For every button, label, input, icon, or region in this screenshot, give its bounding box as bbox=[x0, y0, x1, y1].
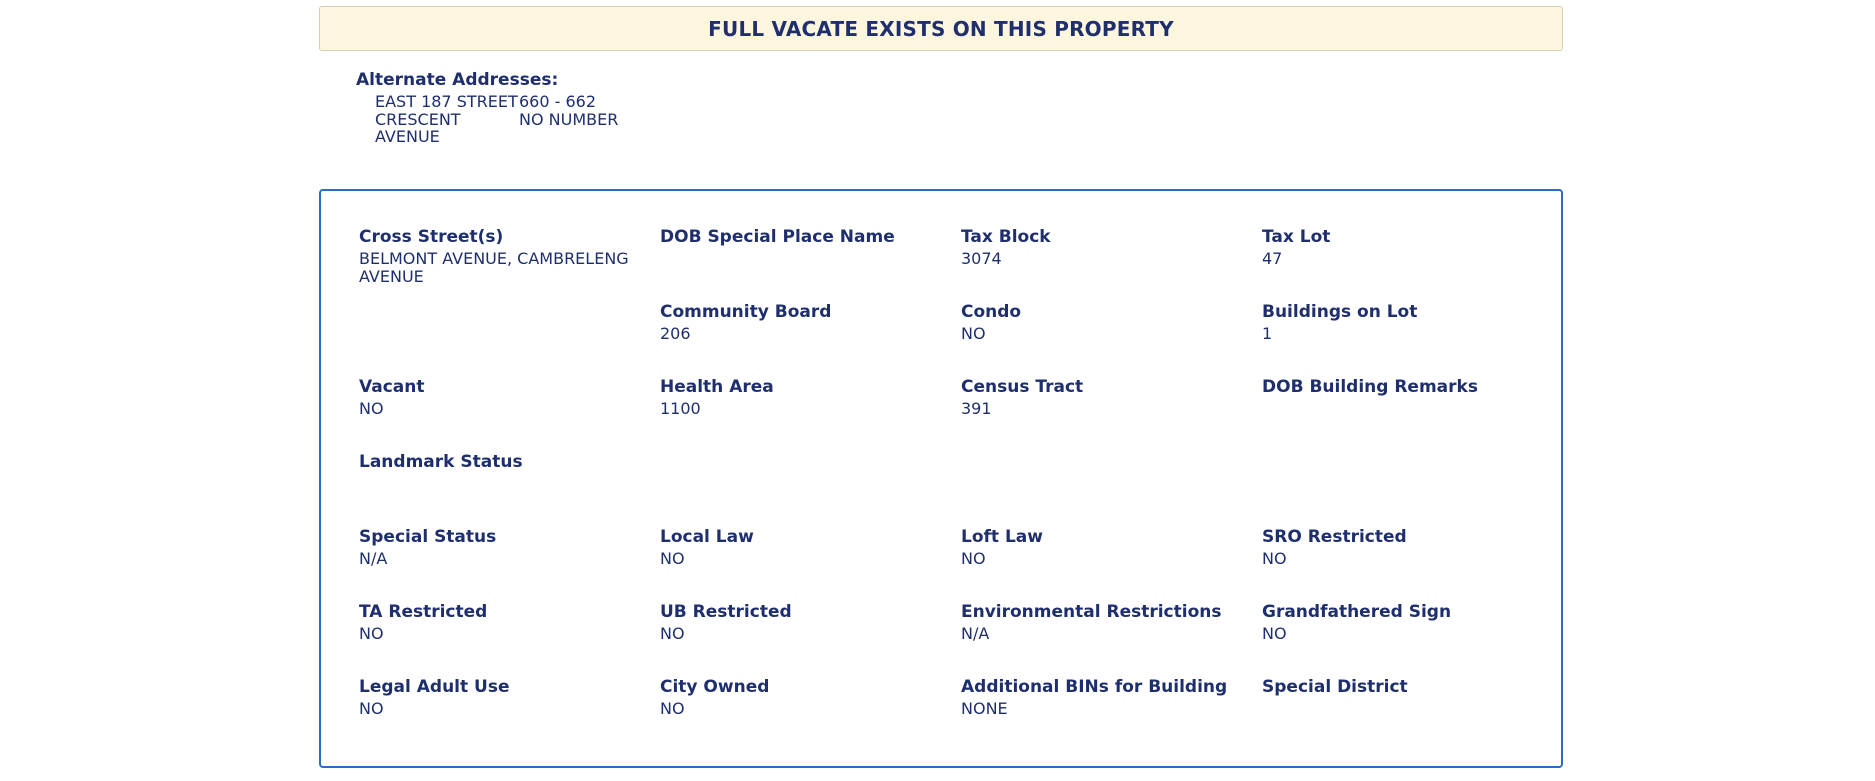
vacate-alert-banner bbox=[319, 6, 1563, 51]
field-tax-block bbox=[961, 227, 1262, 302]
field-value: 3074 bbox=[961, 249, 1002, 268]
field-environmental-restrictions bbox=[961, 602, 1262, 677]
field-label: Loft Law bbox=[961, 527, 1043, 547]
field-value: 47 bbox=[1262, 249, 1283, 268]
field-label: Tax Block bbox=[961, 227, 1051, 247]
field-value: BELMONT AVENUE, CAMBRELENG AVENUE bbox=[359, 249, 629, 286]
alternate-address-street: CRESCENT AVENUE bbox=[375, 109, 461, 146]
field-label: Legal Adult Use bbox=[359, 677, 510, 697]
field-value: NO bbox=[1262, 624, 1287, 643]
field-census-tract bbox=[961, 377, 1262, 452]
alternate-address-row bbox=[356, 93, 756, 111]
field-label: DOB Special Place Name bbox=[660, 227, 895, 247]
field-label: Health Area bbox=[660, 377, 774, 397]
field-community-board bbox=[660, 302, 961, 377]
field-value: NO bbox=[660, 549, 685, 568]
field-ub-restricted bbox=[660, 602, 961, 677]
field-vacant bbox=[359, 377, 660, 452]
field-special-status bbox=[359, 527, 660, 602]
field-grandfathered-sign bbox=[1262, 602, 1563, 677]
field-label: Local Law bbox=[660, 527, 754, 547]
field-value: N/A bbox=[359, 549, 388, 568]
field-label: Tax Lot bbox=[1262, 227, 1331, 247]
property-details-panel bbox=[319, 189, 1563, 768]
field-health-area bbox=[660, 377, 961, 452]
field-loft-law bbox=[961, 527, 1262, 602]
field-label: Condo bbox=[961, 302, 1022, 322]
property-details-grid bbox=[359, 227, 1563, 752]
alternate-address-number: 660 - 662 bbox=[519, 92, 597, 111]
field-value: NO bbox=[961, 324, 986, 343]
field-label: TA Restricted bbox=[359, 602, 488, 622]
field-label: UB Restricted bbox=[660, 602, 792, 622]
field-legal-adult-use bbox=[359, 677, 660, 752]
field-value: NO bbox=[359, 399, 384, 418]
field-value: 1100 bbox=[660, 399, 701, 418]
field-value: 206 bbox=[660, 324, 691, 343]
empty-cell bbox=[961, 452, 1262, 527]
field-sro-restricted bbox=[1262, 527, 1563, 602]
field-city-owned bbox=[660, 677, 961, 752]
field-value: NO bbox=[359, 699, 384, 718]
alternate-address-number: NO NUMBER bbox=[519, 109, 619, 129]
field-label: Vacant bbox=[359, 377, 425, 397]
field-label: Buildings on Lot bbox=[1262, 302, 1418, 322]
field-value: NO bbox=[660, 699, 685, 718]
field-label: Landmark Status bbox=[359, 452, 523, 472]
vacate-alert-text: FULL VACATE EXISTS ON THIS PROPERTY bbox=[708, 16, 1174, 41]
field-dob-building-remarks bbox=[1262, 377, 1563, 452]
alternate-address-street: EAST 187 STREET bbox=[375, 92, 518, 111]
field-value: N/A bbox=[961, 624, 990, 643]
empty-cell bbox=[1262, 452, 1563, 527]
field-value: 391 bbox=[961, 399, 992, 418]
field-value: NO bbox=[359, 624, 384, 643]
empty-cell bbox=[359, 302, 660, 377]
field-label: SRO Restricted bbox=[1262, 527, 1407, 547]
field-additional-bins bbox=[961, 677, 1262, 752]
field-value: NO bbox=[961, 549, 986, 568]
field-label: Grandfathered Sign bbox=[1262, 602, 1452, 622]
field-local-law bbox=[660, 527, 961, 602]
alternate-address-row bbox=[356, 111, 756, 146]
field-buildings-on-lot bbox=[1262, 302, 1563, 377]
field-label: Census Tract bbox=[961, 377, 1084, 397]
empty-cell bbox=[660, 452, 961, 527]
field-value: NO bbox=[1262, 549, 1287, 568]
field-label: Special District bbox=[1262, 677, 1408, 697]
alternate-addresses-section bbox=[356, 70, 756, 146]
field-label: Special Status bbox=[359, 527, 497, 547]
field-label: Community Board bbox=[660, 302, 832, 322]
alternate-addresses-title: Alternate Addresses: bbox=[356, 70, 559, 90]
field-dob-special-place-name bbox=[660, 227, 961, 302]
field-ta-restricted bbox=[359, 602, 660, 677]
field-condo bbox=[961, 302, 1262, 377]
field-special-district bbox=[1262, 677, 1563, 752]
field-tax-lot bbox=[1262, 227, 1563, 302]
field-value: NO bbox=[660, 624, 685, 643]
field-landmark-status bbox=[359, 452, 660, 527]
field-label: Additional BINs for Building bbox=[961, 677, 1228, 697]
field-cross-streets bbox=[359, 227, 660, 302]
field-value: NONE bbox=[961, 699, 1008, 718]
field-label: City Owned bbox=[660, 677, 770, 697]
field-value: 1 bbox=[1262, 324, 1273, 343]
field-label: DOB Building Remarks bbox=[1262, 377, 1478, 397]
field-label: Cross Street(s) bbox=[359, 227, 504, 247]
field-label: Environmental Restrictions bbox=[961, 602, 1222, 622]
